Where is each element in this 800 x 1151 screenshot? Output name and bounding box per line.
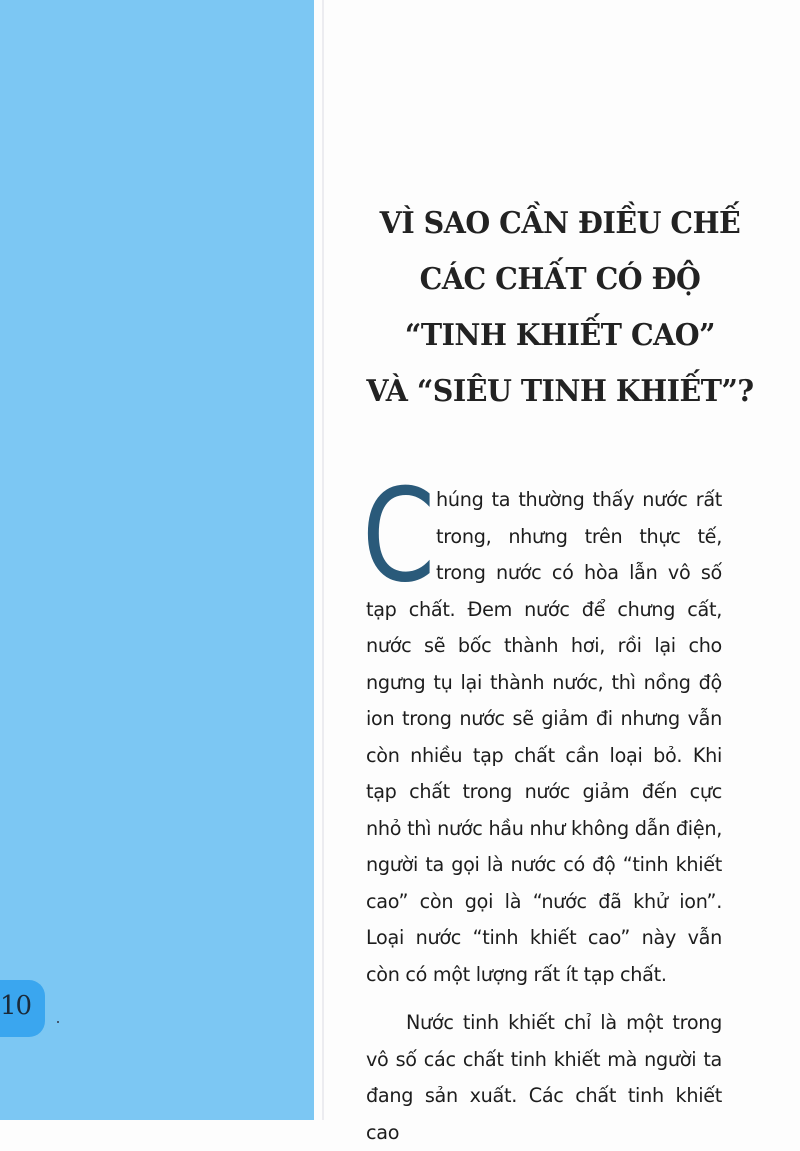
chapter-title <box>356 196 765 420</box>
title-line-4: VÀ “SIÊU TINH KHIẾT”? <box>366 374 754 409</box>
title-line-1: VÌ SAO CẦN ĐIỀU CHẾ <box>379 206 741 241</box>
paragraph-2: Nước tinh khiết chỉ là một trong vô số các chất tinh khiết mà người ta đang sản xuất. Các chất tinh khiết cao <box>366 1011 722 1144</box>
drop-cap: C <box>362 462 436 611</box>
page-gutter <box>322 0 324 1120</box>
print-speck <box>57 1021 59 1023</box>
paragraph-1 <box>362 462 722 993</box>
body-text <box>362 462 722 1151</box>
title-line-2: CÁC CHẤT CÓ ĐỘ <box>419 262 701 297</box>
page-number: 10 <box>0 991 32 1021</box>
title-line-3: “TINH KHIẾT CAO” <box>404 318 716 353</box>
paragraph-1-text: húng ta thường thấy nước rất trong, nhưng trên thực tế, trong nước có hòa lẫn vô số tạp chất. Đem nước để chưng cất, nước sẽ bốc thành hơi, rồi lại cho ngưng tụ lại thành nước, thì nồng độ ion trong nước sẽ giảm đi nhưng vẫn còn nhiều tạp chất cần loại bỏ. Khi tạp chất trong nước giảm đến cực nhỏ thì nước hầu như không dẫn điện, người ta gọi là nước có độ “tinh khiết cao” còn gọi là “nước đã khử ion”. Loại nước “tinh khiết cao” này vẫn còn có một lượng rất ít tạp chất. <box>366 488 722 986</box>
blue-side-panel <box>0 0 314 1120</box>
